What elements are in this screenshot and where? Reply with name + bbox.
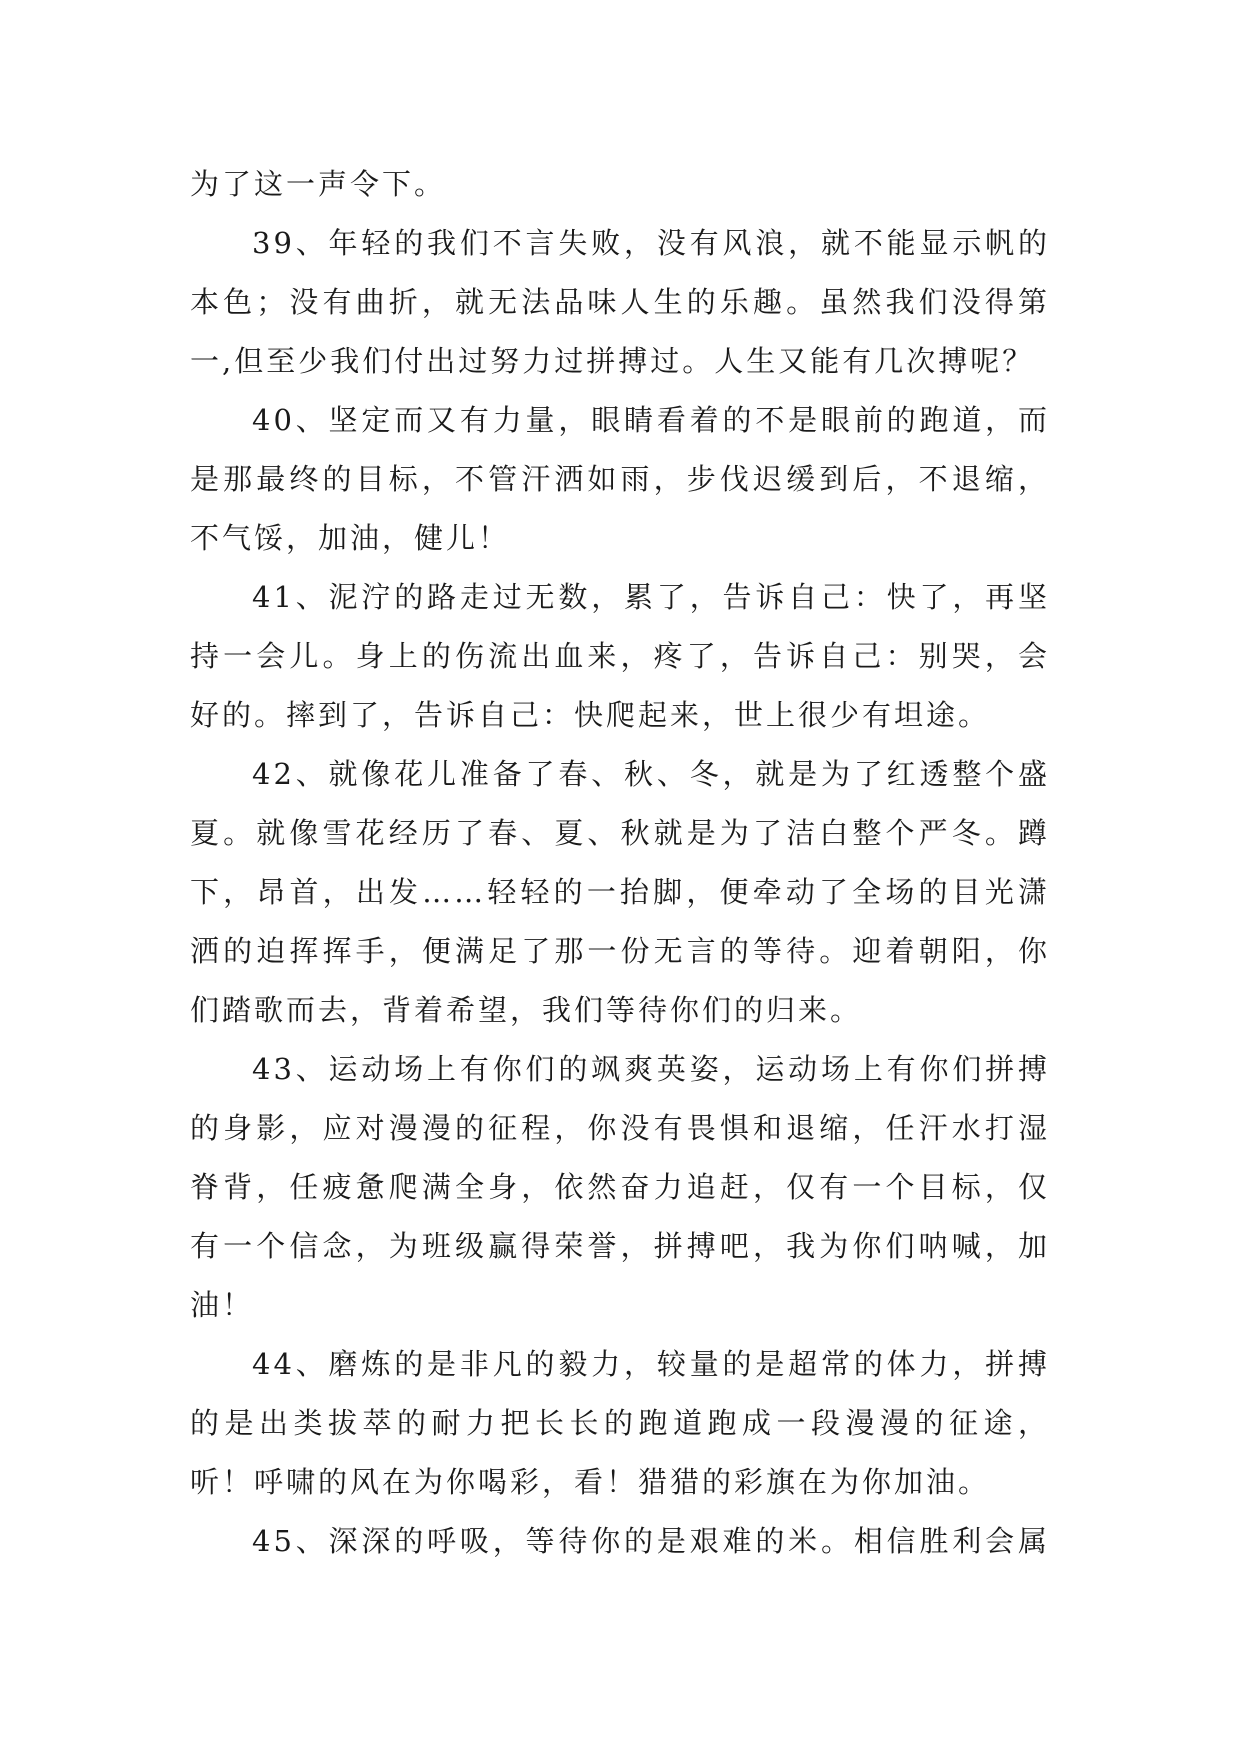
text-line: 好的。摔到了，告诉自己：快爬起来，世上很少有坦途。 (190, 698, 991, 732)
text-line: 油！ (190, 1288, 255, 1322)
text-line: 脊背，任疲惫爬满全身，依然奋力追赶，仅有一个目标，仅 (190, 1170, 1050, 1204)
text-line: 夏。就像雪花经历了春、夏、秋就是为了洁白整个严冬。蹲 (190, 816, 1050, 850)
text-line: 持一会儿。身上的伤流出血来，疼了，告诉自己：别哭，会 (190, 639, 1050, 673)
paragraph-39-start: 39、年轻的我们不言失败，没有风浪，就不能显示帆的 (252, 226, 1050, 260)
text-line: 听！呼啸的风在为你喝彩，看！猎猎的彩旗在为你加油。 (190, 1465, 991, 1499)
paragraph-44-start: 44、磨炼的是非凡的毅力，较量的是超常的体力，拼搏 (252, 1347, 1050, 1381)
text-line: 洒的迫挥挥手，便满足了那一份无言的等待。迎着朝阳，你 (190, 934, 1050, 968)
text-line: 有一个信念，为班级赢得荣誉，拼搏吧，我为你们呐喊，加 (190, 1229, 1050, 1263)
text-line: 不气馁，加油，健儿！ (190, 521, 511, 555)
text-line: 们踏歌而去，背着希望，我们等待你们的归来。 (190, 993, 863, 1027)
text-line: 为了这一声令下。 (190, 167, 447, 201)
paragraph-40-start: 40、坚定而又有力量，眼睛看着的不是眼前的跑道，而 (252, 403, 1050, 437)
text-line: 一,但至少我们付出过努力过拼搏过。人生又能有几次搏呢？ (190, 344, 1035, 378)
paragraph-45-start: 45、深深的呼吸，等待你的是艰难的米。相信胜利会属 (252, 1524, 1050, 1558)
paragraph-42-start: 42、就像花儿准备了春、秋、冬，就是为了红透整个盛 (252, 757, 1050, 791)
paragraph-43-start: 43、运动场上有你们的飒爽英姿，运动场上有你们拼搏 (252, 1052, 1050, 1086)
text-line: 下，昂首，出发……轻轻的一抬脚，便牵动了全场的目光潇 (190, 875, 1050, 909)
text-line: 本色；没有曲折，就无法品味人生的乐趣。虽然我们没得第 (190, 285, 1050, 319)
text-line: 的是出类拔萃的耐力把长长的跑道跑成一段漫漫的征途， (190, 1406, 1050, 1440)
text-line: 的身影，应对漫漫的征程，你没有畏惧和退缩，任汗水打湿 (190, 1111, 1050, 1145)
document-body (190, 155, 1050, 1571)
text-line: 是那最终的目标，不管汗洒如雨，步伐迟缓到后，不退缩， (190, 462, 1050, 496)
paragraph-41-start: 41、泥泞的路走过无数，累了，告诉自己：快了，再坚 (252, 580, 1050, 614)
